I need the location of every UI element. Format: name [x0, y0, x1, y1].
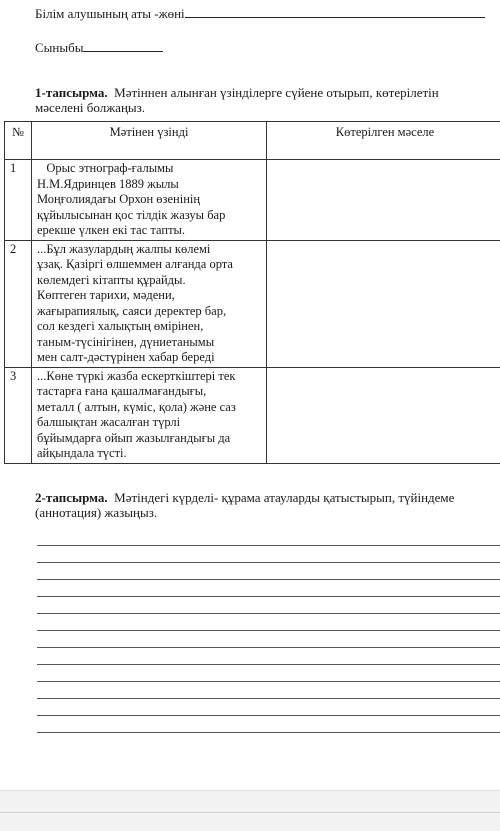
answer-line[interactable] [37, 664, 500, 665]
answer-line[interactable] [37, 630, 500, 631]
task1-text-line2: мәселені болжаңыз. [35, 100, 145, 115]
task2-instruction [35, 490, 500, 520]
answer-line[interactable] [37, 562, 500, 563]
excerpt-line: көлемдегі кітапты құрайды. [37, 273, 263, 289]
class-blank [83, 40, 163, 52]
answer-line[interactable] [37, 613, 500, 614]
problem-answer-cell[interactable] [267, 367, 500, 463]
answer-line[interactable] [37, 545, 500, 546]
answer-line[interactable] [37, 681, 500, 682]
excerpt-line: жағырапиялық, саяси деректер бар, [37, 304, 263, 320]
viewer-footer-divider [0, 812, 500, 813]
task1-table [4, 121, 500, 464]
excerpt-line: бұйымдарға ойып жазылғандығы да [37, 431, 263, 447]
excerpt-cell [32, 240, 267, 367]
header-number: № [5, 122, 32, 160]
class-label: Сыныбы [35, 40, 83, 55]
excerpt-line: балшықтан жасалған түрлі [37, 415, 263, 431]
excerpt-line: Орыс этнограф-ғалымы [37, 161, 263, 177]
class-field [35, 40, 163, 55]
row-number: 2 [5, 240, 32, 367]
problem-answer-cell[interactable] [267, 160, 500, 241]
answer-line[interactable] [37, 732, 500, 733]
task2-text-line1: Мәтіндегі күрделі- құрама атауларды қатыстырып, түйіндеме [114, 490, 454, 505]
excerpt-line: ...Көне түркі жазба ескерткіштері тек [37, 369, 263, 385]
task2-text-line2: (аннотация) жазыңыз. [35, 505, 157, 520]
task1-instruction [35, 85, 500, 115]
excerpt-line: мен салт-дәстүрінен хабар береді [37, 350, 263, 366]
student-name-blank [185, 6, 485, 18]
excerpt-line: таным-түсінігінен, дүниетанымы [37, 335, 263, 351]
excerpt-line: айқындала түсті. [37, 446, 263, 462]
header-excerpt: Мәтінен үзінді [32, 122, 267, 160]
student-name-label: Білім алушының аты -жөні [35, 6, 185, 21]
row-number: 3 [5, 367, 32, 463]
table-row [5, 160, 500, 241]
table-header-row [5, 122, 500, 160]
answer-line[interactable] [37, 698, 500, 699]
excerpt-line: сол кездегі халықтың өмірінен, [37, 319, 263, 335]
excerpt-cell [32, 160, 267, 241]
excerpt-line: Көптеген тарихи, мәдени, [37, 288, 263, 304]
excerpt-line: құйылысынан қос тілдік жазуы бар [37, 208, 263, 224]
excerpt-line: Н.М.Ядринцев 1889 жылы [37, 177, 263, 193]
excerpt-line: ...Бұл жазулардың жалпы көлемі [37, 242, 263, 258]
table-row [5, 367, 500, 463]
viewer-footer-bar [0, 790, 500, 831]
task1-title: 1-тапсырма. [35, 85, 108, 100]
excerpt-line: Моңғолиядағы Орхон өзенінің [37, 192, 263, 208]
excerpt-line: металл ( алтын, күміс, қола) және саз [37, 400, 263, 416]
excerpt-line: ұзақ. Қазіргі өлшеммен алғанда орта [37, 257, 263, 273]
answer-line[interactable] [37, 579, 500, 580]
header-problem: Көтерілген мәселе [267, 122, 500, 160]
excerpt-cell [32, 367, 267, 463]
problem-answer-cell[interactable] [267, 240, 500, 367]
task1-text-line1: Мәтіннен алынған үзінділерге сүйене отырып, көтерілетін [114, 85, 439, 100]
excerpt-line: ерекше үлкен екі тас тапты. [37, 223, 263, 239]
student-name-field [35, 6, 485, 21]
table-row [5, 240, 500, 367]
excerpt-line: тастарға ғана қашалмағандығы, [37, 384, 263, 400]
answer-line[interactable] [37, 647, 500, 648]
answer-line[interactable] [37, 596, 500, 597]
row-number: 1 [5, 160, 32, 241]
answer-line[interactable] [37, 715, 500, 716]
task2-title: 2-тапсырма. [35, 490, 108, 505]
